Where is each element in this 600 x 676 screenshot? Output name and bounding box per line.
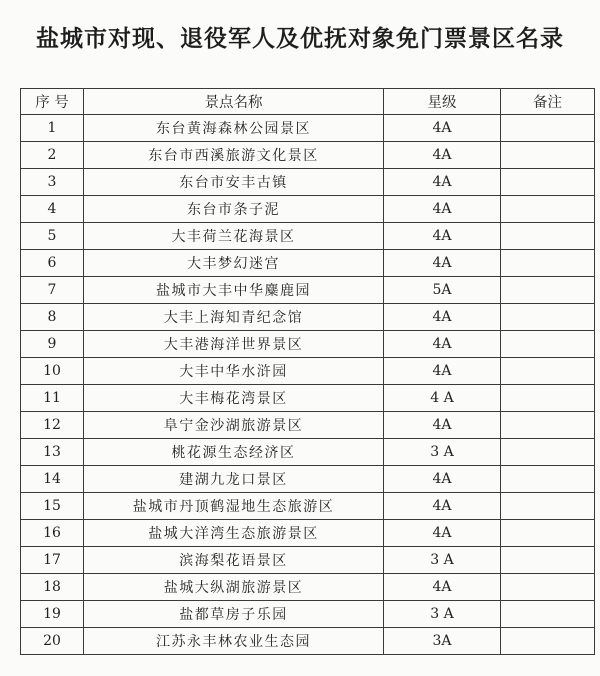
cell-note — [501, 601, 595, 628]
cell-level: 4A — [384, 169, 501, 196]
cell-level: 3 A — [384, 601, 501, 628]
header-note: 备注 — [501, 89, 595, 115]
cell-level: 3A — [384, 628, 501, 655]
cell-no: 2 — [21, 142, 84, 169]
table-row — [21, 493, 595, 520]
cell-note — [501, 142, 595, 169]
cell-level: 4A — [384, 412, 501, 439]
cell-name: 大丰港海洋世界景区 — [84, 331, 384, 358]
cell-name: 东台市条子泥 — [84, 196, 384, 223]
cell-name: 盐城市丹顶鹤湿地生态旅游区 — [84, 493, 384, 520]
cell-level: 4A — [384, 223, 501, 250]
cell-note — [501, 277, 595, 304]
cell-level: 4A — [384, 250, 501, 277]
cell-name: 江苏永丰林农业生态园 — [84, 628, 384, 655]
table-row — [21, 601, 595, 628]
cell-note — [501, 223, 595, 250]
header-name: 景点名称 — [84, 89, 384, 115]
cell-name: 盐都草房子乐园 — [84, 601, 384, 628]
cell-note — [501, 385, 595, 412]
cell-name: 东台市安丰古镇 — [84, 169, 384, 196]
table-row — [21, 169, 595, 196]
cell-no: 6 — [21, 250, 84, 277]
table-row — [21, 385, 595, 412]
cell-no: 1 — [21, 115, 84, 142]
cell-level: 3 A — [384, 439, 501, 466]
cell-note — [501, 250, 595, 277]
cell-name: 盐城大纵湖旅游景区 — [84, 574, 384, 601]
table-row — [21, 250, 595, 277]
cell-no: 4 — [21, 196, 84, 223]
cell-no: 13 — [21, 439, 84, 466]
cell-note — [501, 628, 595, 655]
cell-no: 12 — [21, 412, 84, 439]
cell-no: 11 — [21, 385, 84, 412]
cell-name: 滨海梨花语景区 — [84, 547, 384, 574]
table-row — [21, 574, 595, 601]
cell-name: 桃花源生态经济区 — [84, 439, 384, 466]
cell-no: 9 — [21, 331, 84, 358]
cell-note — [501, 520, 595, 547]
table-row — [21, 223, 595, 250]
table-row — [21, 547, 595, 574]
cell-no: 5 — [21, 223, 84, 250]
table-row — [21, 358, 595, 385]
cell-name: 盐城市大丰中华麋鹿园 — [84, 277, 384, 304]
cell-name: 建湖九龙口景区 — [84, 466, 384, 493]
table-row — [21, 466, 595, 493]
cell-note — [501, 493, 595, 520]
cell-note — [501, 439, 595, 466]
table-row — [21, 412, 595, 439]
table-row — [21, 115, 595, 142]
cell-no: 17 — [21, 547, 84, 574]
cell-level: 4A — [384, 466, 501, 493]
cell-note — [501, 574, 595, 601]
cell-level: 4A — [384, 358, 501, 385]
cell-name: 大丰上海知青纪念馆 — [84, 304, 384, 331]
cell-no: 3 — [21, 169, 84, 196]
table-row — [21, 628, 595, 655]
table-row — [21, 277, 595, 304]
header-level: 星级 — [384, 89, 501, 115]
cell-note — [501, 115, 595, 142]
cell-name: 大丰梅花湾景区 — [84, 385, 384, 412]
document-title: 盐城市对现、退役军人及优抚对象免门票景区名录 — [36, 26, 564, 52]
table-row — [21, 142, 595, 169]
cell-note — [501, 547, 595, 574]
cell-note — [501, 331, 595, 358]
table-row — [21, 304, 595, 331]
cell-no: 18 — [21, 574, 84, 601]
cell-no: 15 — [21, 493, 84, 520]
cell-name: 盐城大洋湾生态旅游景区 — [84, 520, 384, 547]
cell-level: 4A — [384, 520, 501, 547]
cell-level: 4A — [384, 574, 501, 601]
cell-name: 东台市西溪旅游文化景区 — [84, 142, 384, 169]
cell-note — [501, 412, 595, 439]
cell-no: 14 — [21, 466, 84, 493]
cell-level: 5A — [384, 277, 501, 304]
cell-level: 4A — [384, 115, 501, 142]
table-row — [21, 520, 595, 547]
cell-name: 阜宁金沙湖旅游景区 — [84, 412, 384, 439]
cell-level: 4A — [384, 331, 501, 358]
cell-no: 16 — [21, 520, 84, 547]
cell-name: 大丰荷兰花海景区 — [84, 223, 384, 250]
cell-note — [501, 304, 595, 331]
header-no: 序 号 — [21, 89, 84, 115]
table-header-row — [21, 89, 595, 115]
cell-no: 8 — [21, 304, 84, 331]
cell-name: 大丰中华水浒园 — [84, 358, 384, 385]
cell-note — [501, 358, 595, 385]
cell-name: 大丰梦幻迷宫 — [84, 250, 384, 277]
cell-no: 19 — [21, 601, 84, 628]
cell-level: 4A — [384, 196, 501, 223]
cell-name: 东台黄海森林公园景区 — [84, 115, 384, 142]
cell-level: 4A — [384, 493, 501, 520]
table-row — [21, 331, 595, 358]
cell-no: 7 — [21, 277, 84, 304]
table-row — [21, 196, 595, 223]
cell-note — [501, 466, 595, 493]
cell-no: 10 — [21, 358, 84, 385]
cell-level: 4 A — [384, 385, 501, 412]
scenic-area-table — [20, 88, 595, 655]
cell-level: 3 A — [384, 547, 501, 574]
cell-level: 4A — [384, 142, 501, 169]
cell-no: 20 — [21, 628, 84, 655]
cell-note — [501, 169, 595, 196]
cell-level: 4A — [384, 304, 501, 331]
cell-note — [501, 196, 595, 223]
table-row — [21, 439, 595, 466]
